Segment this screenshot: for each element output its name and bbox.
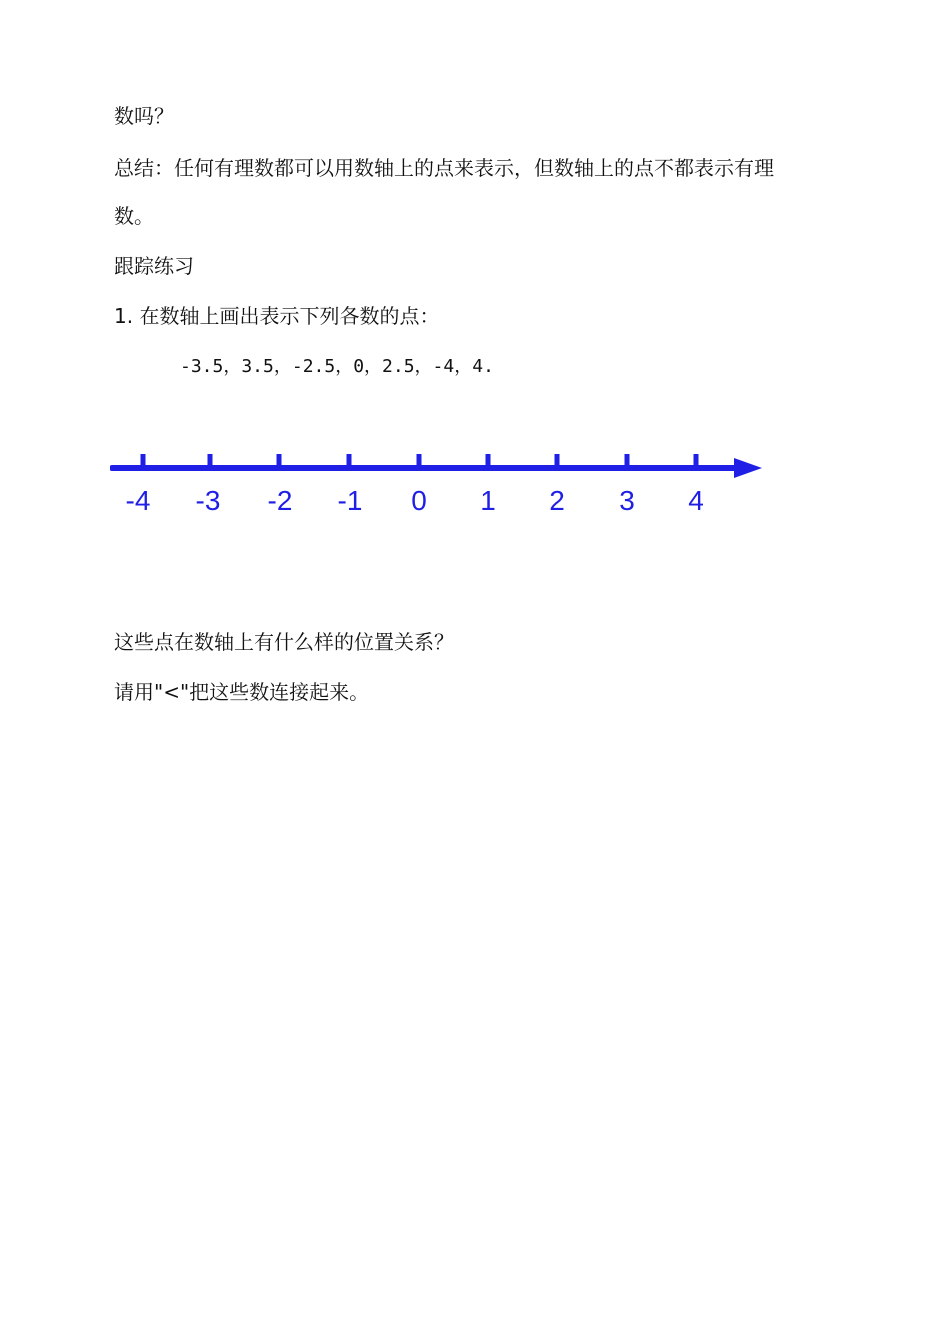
exercise-1: 1. 在数轴上画出表示下列各数的点： [114, 304, 440, 328]
summary-line-continued: 数。 [114, 204, 154, 228]
tick-label-1: 1 [480, 485, 496, 516]
text-line-1: 数吗？ [114, 104, 174, 128]
tick-label-neg4: -4 [125, 485, 151, 516]
tick-label-4: 4 [688, 485, 704, 516]
tick-label-neg2: -2 [267, 485, 293, 516]
arrow-head [734, 458, 762, 478]
tick-label-neg3: -3 [195, 485, 221, 516]
tick-label-neg1: -1 [337, 485, 363, 516]
tick-label-3: 3 [619, 485, 635, 516]
instruction-line: 请用"<"把这些数连接起来。 [114, 680, 370, 704]
number-line-figure [110, 438, 770, 528]
exercise-numbers: -3.5，3.5，-2.5，0，2.5，-4，4. [180, 356, 494, 377]
summary-line: 总结：任何有理数都可以用数轴上的点来表示，但数轴上的点不都表示有理 [114, 156, 774, 180]
section-heading: 跟踪练习 [114, 254, 194, 278]
tick-label-0: 0 [411, 485, 427, 516]
tick-label-2: 2 [549, 485, 565, 516]
question-line: 这些点在数轴上有什么样的位置关系？ [114, 630, 454, 654]
